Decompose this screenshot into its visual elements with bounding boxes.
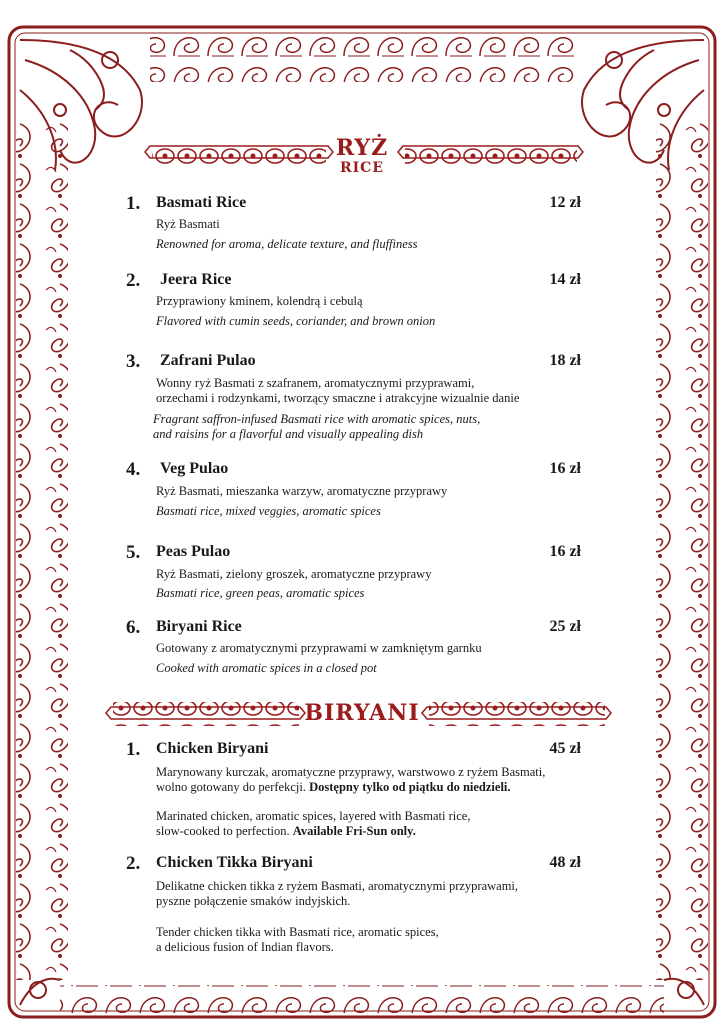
item-name: Biryani Rice	[156, 618, 242, 635]
item-name: Veg Pulao	[160, 460, 229, 477]
item-description-en: Renowned for aroma, delicate texture, and fluffiness	[156, 237, 418, 251]
item-name: Zafrani Pulao	[160, 352, 256, 369]
item-name: Basmati Rice	[156, 194, 247, 211]
item-description-en-line2: and raisins for a flavorful and visually appealing dish	[153, 427, 424, 441]
item-number: 1.	[126, 739, 141, 760]
biryani-section-title	[0, 701, 724, 725]
item-description-pl: Ryż Basmati	[156, 217, 220, 231]
item-description-en-line2: slow-cooked to perfection. Available Fri-Sun only.	[156, 824, 416, 838]
item-price: 18 zł	[549, 352, 581, 369]
item-description-en: Flavored with cumin seeds, coriander, and brown onion	[156, 314, 436, 328]
item-description-en-line1: Tender chicken tikka with Basmati rice, aromatic spices,	[156, 925, 439, 939]
item-description-en-line1: Fragrant saffron-infused Basmati rice with aromatic spices, nuts,	[153, 412, 481, 426]
rice-title-en: RICE	[340, 160, 384, 176]
item-description-pl: Ryż Basmati, zielony groszek, aromatyczne przyprawy	[156, 567, 432, 581]
item-number: 2.	[126, 853, 141, 874]
rice-title-pl: RYŻ	[335, 135, 389, 161]
item-price: 16 zł	[549, 543, 581, 560]
item-description-en: Basmati rice, mixed veggies, aromatic spices	[156, 504, 381, 518]
rice-section-title	[0, 136, 724, 176]
item-number: 5.	[126, 542, 141, 563]
item-description-pl: Ryż Basmati, mieszanka warzyw, aromatyczne przyprawy	[156, 484, 448, 498]
item-name: Peas Pulao	[156, 543, 231, 560]
item-name: Jeera Rice	[160, 271, 232, 288]
item-number: 6.	[126, 617, 141, 638]
item-description-en-line1: Marinated chicken, aromatic spices, layered with Basmati rice,	[156, 809, 471, 823]
item-description-pl: Przyprawiony kminem, kolendrą i cebulą	[156, 294, 363, 308]
item-price: 14 zł	[549, 271, 581, 288]
item-price: 48 zł	[549, 854, 581, 871]
item-description-pl-line1: Delikatne chicken tikka z ryżem Basmati, aromatycznymi przyprawami,	[156, 879, 519, 893]
item-name: Chicken Biryani	[156, 740, 269, 757]
availability-note-en: Available Fri-Sun only.	[292, 824, 416, 838]
item-description-pl: Gotowany z aromatycznymi przyprawami w zamkniętym garnku	[156, 641, 482, 655]
item-price: 16 zł	[549, 460, 581, 477]
item-price: 12 zł	[549, 194, 581, 211]
item-name: Chicken Tikka Biryani	[156, 854, 313, 871]
biryani-title: BIRYANI	[304, 700, 420, 726]
item-description-en: Basmati rice, green peas, aromatic spices	[156, 586, 365, 600]
item-description-pl-line1: Marynowany kurczak, aromatyczne przyprawy, warstwowo z ryżem Basmati,	[156, 765, 546, 779]
item-number: 1.	[126, 193, 141, 214]
item-description-pl-line2: wolno gotowany do perfekcji. Dostępny tylko od piątku do niedzieli.	[156, 780, 511, 794]
item-number: 2.	[126, 270, 141, 291]
item-number: 3.	[126, 351, 141, 372]
item-description-en-line2: a delicious fusion of Indian flavors.	[156, 940, 334, 954]
item-price: 25 zł	[549, 618, 581, 635]
item-description-en: Cooked with aromatic spices in a closed pot	[156, 661, 377, 675]
item-description-pl-line1: Wonny ryż Basmati z szafranem, aromatycznymi przyprawami,	[156, 376, 475, 390]
item-description-pl-line2: pyszne połączenie smaków indyjskich.	[156, 894, 351, 908]
availability-note-pl: Dostępny tylko od piątku do niedzieli.	[309, 780, 511, 794]
item-description-pl-line2: orzechami i rodzynkami, tworzący smaczne i atrakcyjne wizualnie danie	[156, 391, 520, 405]
item-price: 45 zł	[549, 740, 581, 757]
item-number: 4.	[126, 459, 141, 480]
